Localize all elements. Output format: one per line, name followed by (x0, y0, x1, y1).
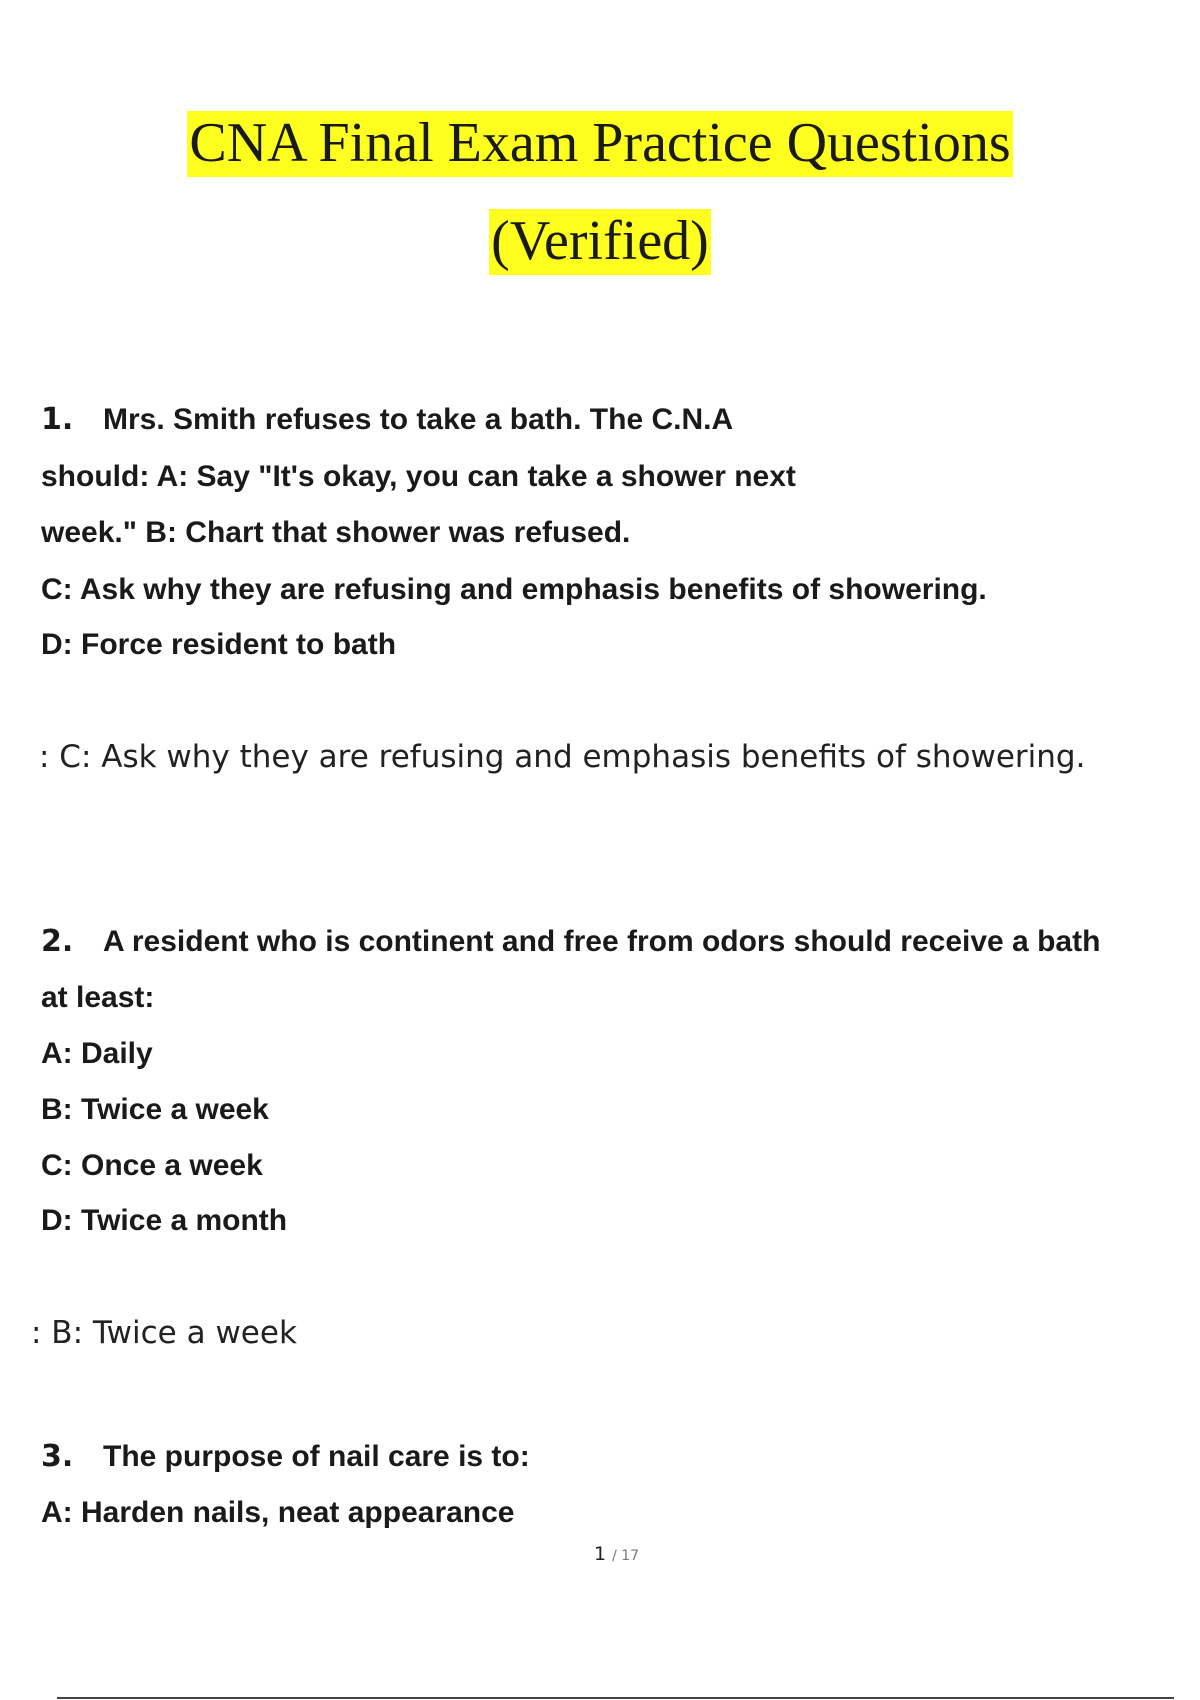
question-2-line-1 (41, 924, 1100, 960)
question-1-answer: : C: Ask why they are refusing and emphasis benefits of showering. (39, 739, 1086, 775)
page-number (0, 1543, 1200, 1565)
title-highlight: (Verified) (489, 209, 711, 275)
question-3-option-a: A: Harden nails, neat appearance (41, 1496, 515, 1529)
document-title-line-1 (0, 111, 1200, 175)
question-3-line-1 (41, 1439, 530, 1475)
question-1-line-2: should: A: Say "It's okay, you can take a shower next (41, 460, 796, 493)
question-2-line-2: at least: (41, 981, 155, 1014)
question-text: Mrs. Smith refuses to take a bath. The C.N.A (103, 403, 734, 436)
question-1-line-1 (41, 402, 733, 438)
title-highlight: CNA Final Exam Practice Questions (187, 111, 1012, 177)
question-1-option-c: C: Ask why they are refusing and emphasis benefits of showering. (41, 573, 987, 606)
question-text: The purpose of nail care is to: (103, 1440, 530, 1473)
question-text: A resident who is continent and free from odors should receive a bath (103, 925, 1101, 958)
question-2-answer: : B: Twice a week (31, 1315, 297, 1351)
question-number: 2. (41, 924, 74, 959)
document-title-line-2 (0, 209, 1200, 273)
page-total: / 17 (612, 1548, 640, 1564)
question-number: 3. (41, 1439, 74, 1474)
page-current: 1 (593, 1543, 607, 1565)
question-2-option-b: B: Twice a week (41, 1093, 269, 1126)
question-2-option-c: C: Once a week (41, 1149, 263, 1182)
question-2-option-a: A: Daily (41, 1037, 153, 1070)
question-1-option-d: D: Force resident to bath (41, 628, 397, 661)
question-number: 1. (41, 402, 74, 437)
question-2-option-d: D: Twice a month (41, 1204, 288, 1237)
question-1-line-3: week." B: Chart that shower was refused. (41, 516, 631, 549)
page-bottom-rule (57, 1697, 1174, 1699)
